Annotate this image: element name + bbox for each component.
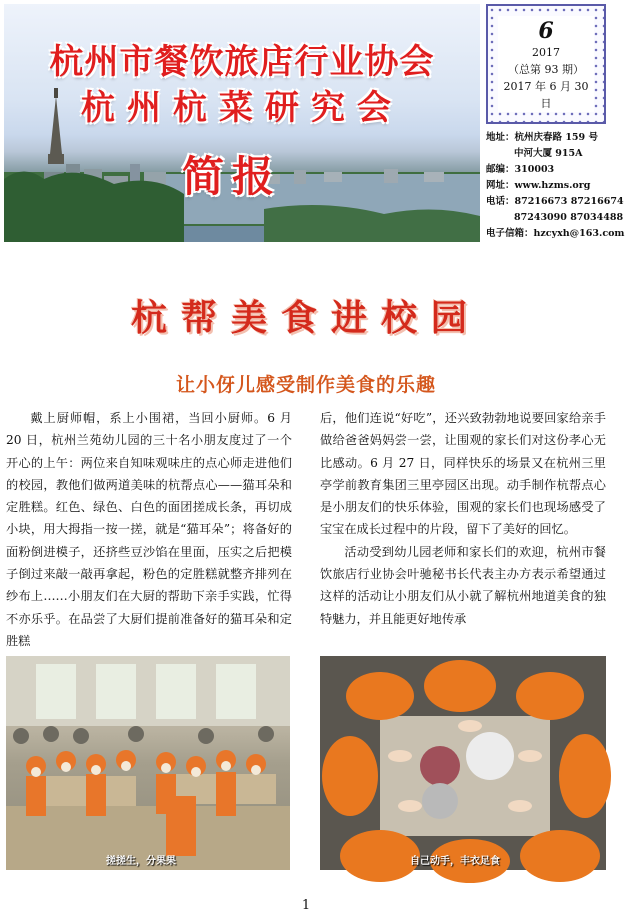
paragraph: 后，他们连说“好吃”，还兴致勃勃地说要回家给亲手做给爸爸妈妈尝一尝，让围观的家长们对这份孝心无比感动。6 月 27 日，同样快乐的场景又在杭州三里亭学前教育集团三里亭园区出现。动手制作杭帮点心是小朋友们的快乐体验，围观的家长们也现场感受了宝宝在成长过程中的片段，留下了美好的回忆。: [320, 411, 606, 537]
address-line2: 中河大厦 915A: [514, 148, 583, 159]
research-society-title: 杭州杭菜研究会: [81, 88, 403, 128]
classroom-scene-illustration: [6, 656, 290, 870]
bulletin-title: 简报: [182, 152, 283, 201]
issue-date: 2017 年 6 月 30 日: [503, 80, 589, 110]
kids-cooking-illustration: [320, 656, 606, 870]
article-column-left: [6, 407, 292, 652]
address-label: 地址：: [486, 132, 515, 143]
paragraph: 戴上厨师帽，系上小围裙，当回小厨师。6 月 20 日，杭州兰苑幼儿园的三十名小朋友度过了一个开心的上午：两位来自知味观味庄的点心师走进他们的校园，教他们做两道美味的杭帮点心——猫耳朵和定胜糕。红色、绿色、白色的面团搓成长条，再切成小块，用大拇指一按一搓，就是“猫耳朵”；将备好的面粉倒进模子，还挤些豆沙馅在里面，压实之后把模子倒过来敲一敲再拿起，粉色的定胜糕就整齐排列在纱布上……小朋友们在大厨的帮助下亲手实践，忙得不亦乐乎。在品尝了大厨们提前准备好的猫耳朵和定胜糕: [6, 411, 292, 648]
issue-total: （总第 93 期）: [508, 63, 584, 76]
photo-classroom: [6, 656, 290, 870]
postcode: 邮编：310003: [486, 164, 555, 175]
article-subheadline: 让小伢儿感受制作美食的乐趣: [175, 374, 436, 396]
page-number: 1: [301, 898, 311, 913]
photo-caption-right: 自己动手，丰衣足食: [410, 856, 500, 867]
address-line1: 杭州庆春路 159 号: [514, 132, 598, 143]
issue-info-box: [486, 4, 606, 124]
paragraph: 活动受到幼儿园老师和家长们的欢迎，杭州市餐饮旅店行业协会叶驰秘书长代表主办方表示希望通过这样的活动让小朋友们从小就了解杭州地道美食的独特魅力，并且能更好地传承: [320, 544, 606, 626]
article-column-right: [320, 407, 606, 630]
website: 网址：www.hzms.org: [486, 180, 591, 191]
phone-line1: 电话：87216673 87216674: [486, 196, 624, 207]
masthead-banner: [4, 4, 480, 242]
photo-kids-cooking: [320, 656, 606, 870]
issue-year: 2017: [532, 46, 560, 59]
issue-number: 6: [538, 18, 554, 44]
phone-line2: 87243090 87034488: [514, 212, 624, 223]
photo-caption-left: 搓搓生，分果果: [106, 856, 176, 867]
article-headline: 杭帮美食进校园: [130, 298, 481, 339]
email: 电子信箱：hzcyxh@163.com: [486, 228, 625, 239]
association-title: 杭州市餐饮旅店行业协会: [49, 42, 435, 82]
contact-info: [486, 130, 625, 242]
